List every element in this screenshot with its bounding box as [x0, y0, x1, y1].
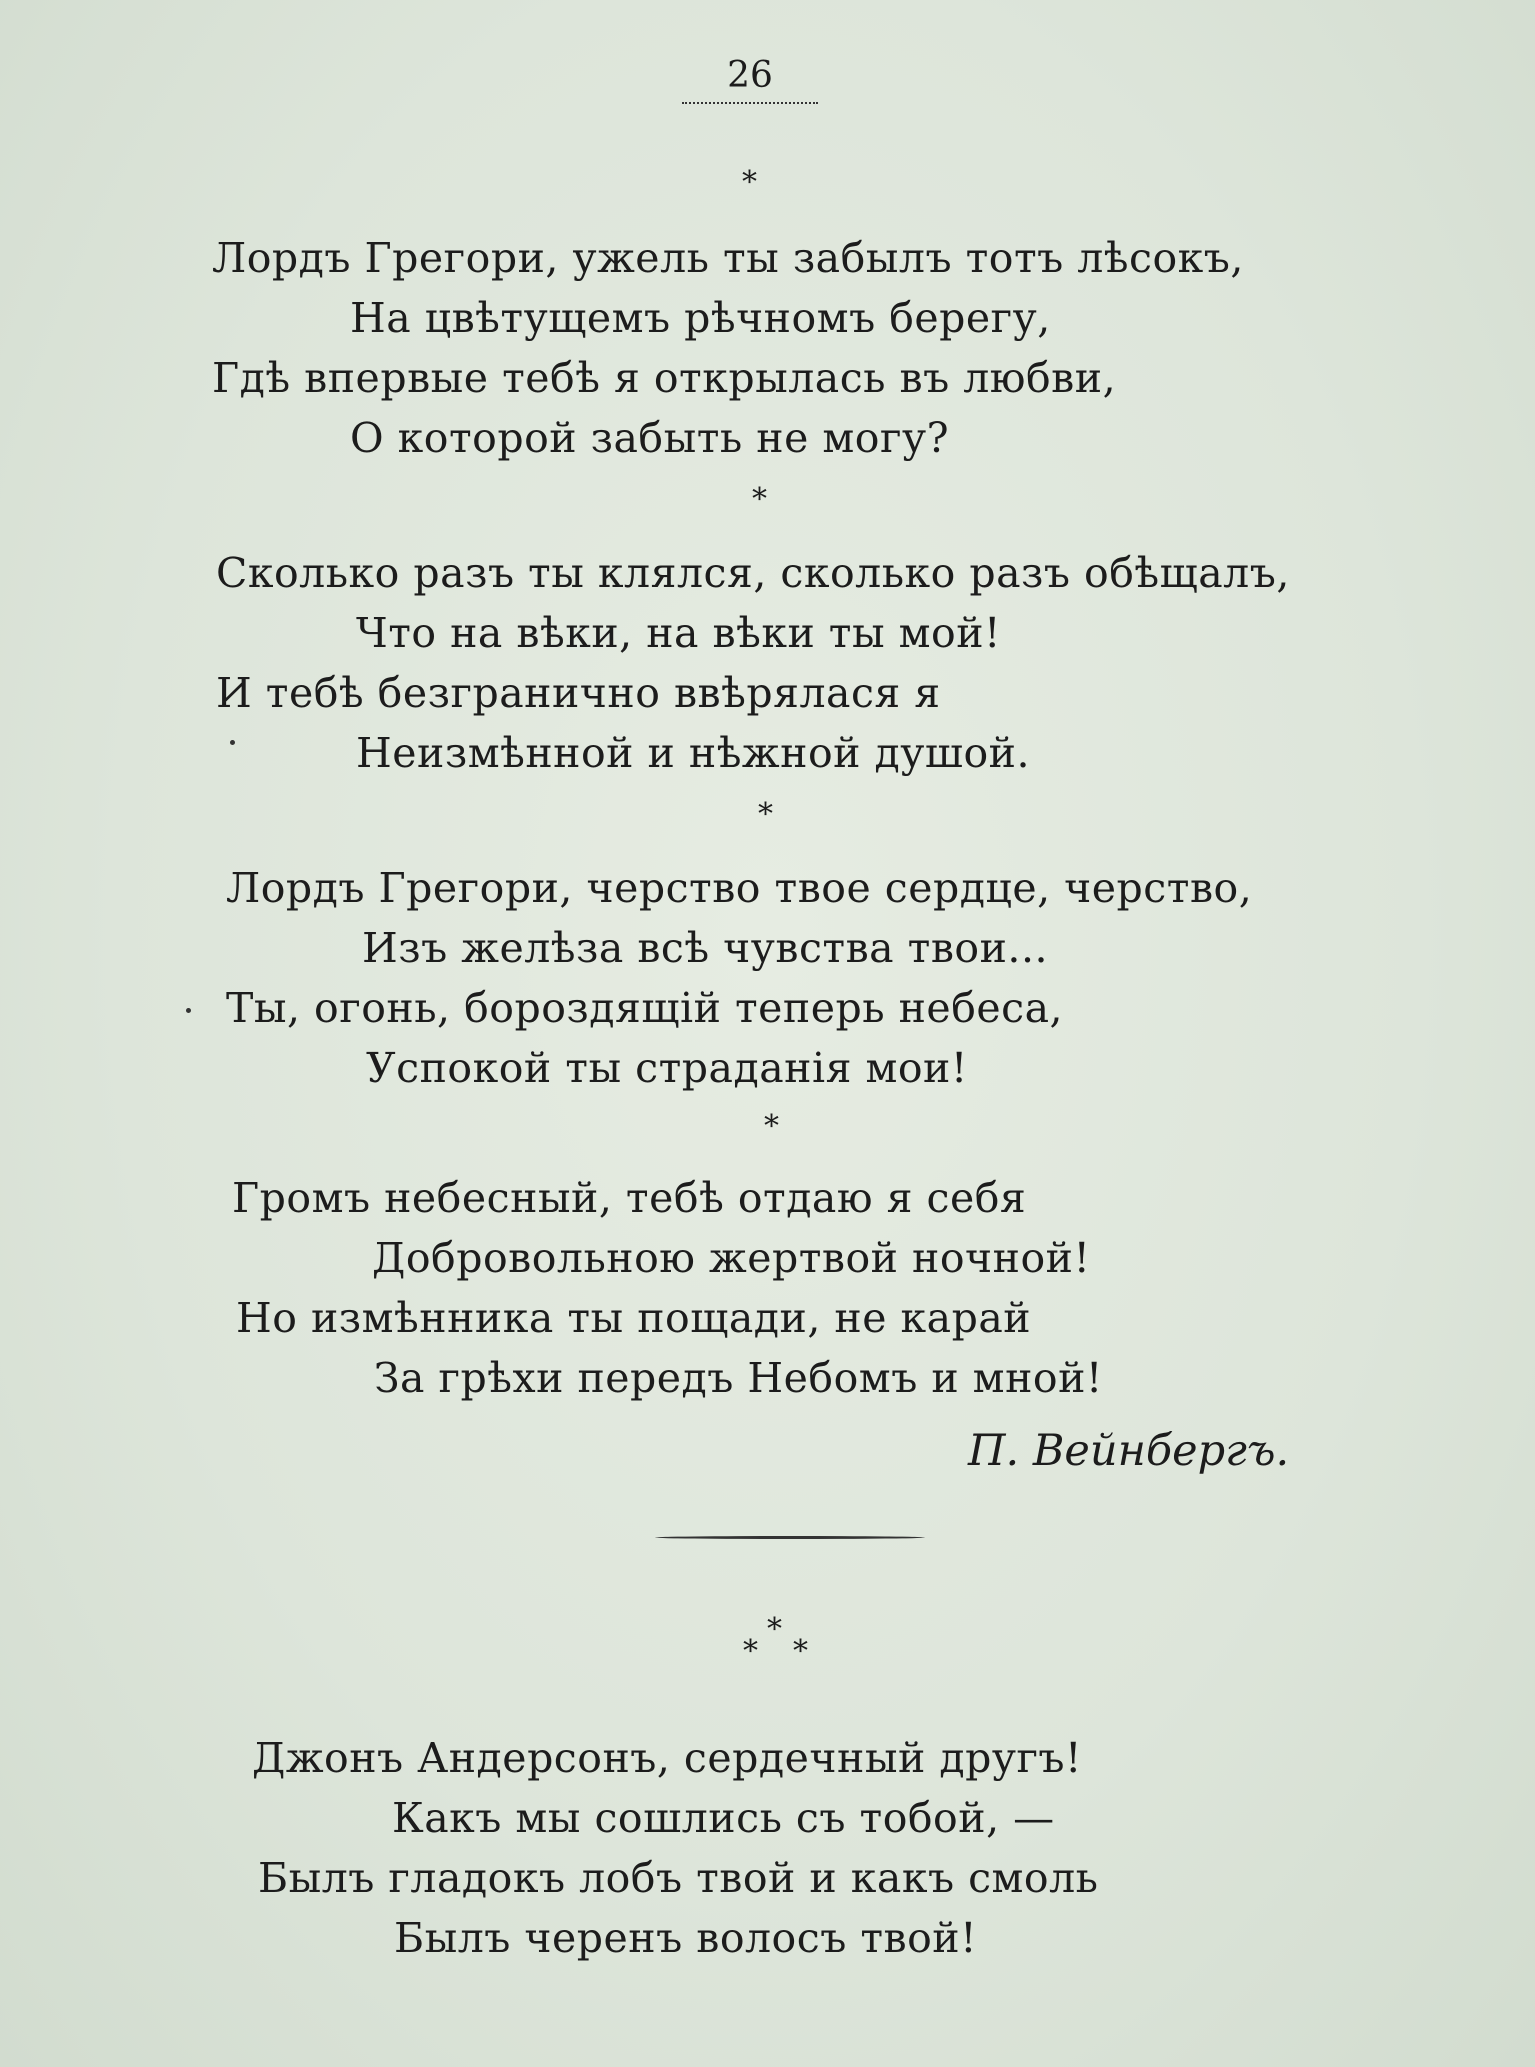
stanza-3-line-3: Ты, огонь, бороздящій теперь небеса, — [226, 984, 1064, 1032]
stanza-2-line-2: Что на вѣки, на вѣки ты мой! — [356, 609, 1002, 657]
author-signature: П. Вейнбергъ. — [968, 1426, 1290, 1476]
print-speck — [230, 740, 235, 745]
stanza-1-line-3: Гдѣ впервые тебѣ я открылась въ любви, — [212, 354, 1117, 402]
stanza-1-line-1: Лордъ Грегори, ужель ты забылъ тотъ лѣсокъ, — [212, 234, 1244, 282]
stanza-3-line-4: Успокой ты страданія мои! — [366, 1044, 968, 1092]
stanza-separator-1: * — [742, 165, 757, 200]
stanza-2-line-1: Сколько разъ ты клялся, сколько разъ обѣщалъ, — [216, 549, 1290, 597]
stanza-separator-3: * — [758, 797, 773, 832]
poem-2-line-3: Былъ гладокъ лобъ твой и какъ смоль — [258, 1854, 1099, 1902]
stanza-2-line-3: И тебѣ безгранично ввѣрялася я — [216, 669, 941, 717]
section-divider — [655, 1536, 925, 1539]
stanza-3-line-2: Изъ желѣза всѣ чувства твои... — [362, 924, 1049, 972]
stanza-1-line-4: О которой забыть не могу? — [350, 414, 950, 462]
stanza-3-line-1: Лордъ Грегори, черство твое сердце, черство, — [226, 864, 1253, 912]
stanza-1-line-2: На цвѣтущемъ рѣчномъ берегу, — [350, 294, 1051, 342]
asterism-star-top: * — [767, 1612, 782, 1647]
page-number: 26 — [727, 55, 773, 96]
stanza-2-line-4: Неизмѣнной и нѣжной душой. — [356, 729, 1031, 777]
stanza-4-line-3: Но измѣнника ты пощади, не карай — [236, 1294, 1032, 1342]
poem-2-line-4: Былъ черенъ волосъ твой! — [394, 1914, 978, 1962]
stanza-4-line-4: За грѣхи передъ Небомъ и мной! — [374, 1354, 1103, 1402]
asterism-star-left: * — [743, 1634, 758, 1669]
poem-2-line-2: Какъ мы сошлись съ тобой, — — [392, 1794, 1055, 1842]
poem-2-line-1: Джонъ Андерсонъ, сердечный другъ! — [252, 1734, 1082, 1782]
stanza-4-line-2: Добровольною жертвой ночной! — [372, 1234, 1091, 1282]
stanza-separator-4: * — [764, 1109, 779, 1144]
stanza-4-line-1: Громъ небесный, тебѣ отдаю я себя — [232, 1174, 1027, 1222]
stanza-separator-2: * — [752, 482, 767, 517]
print-speck — [186, 1008, 191, 1013]
asterism-star-right: * — [793, 1634, 808, 1669]
page-number-rule — [682, 102, 818, 104]
asterism — [735, 1612, 835, 1675]
